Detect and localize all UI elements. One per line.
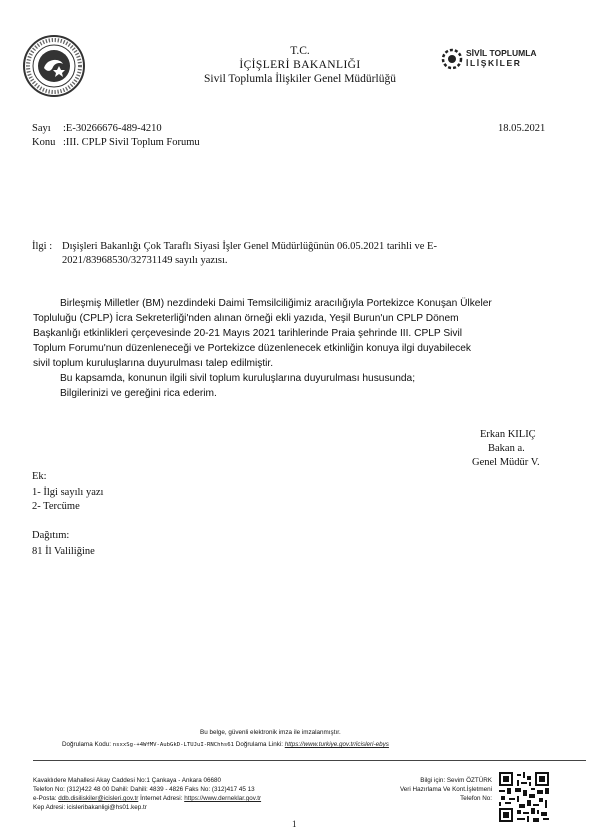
qr-code-icon[interactable] xyxy=(499,772,549,822)
body-line-1: Birleşmiş Milletler (BM) nezdindeki Daimi Temsilciliğimiz aracılığıyla Portekizce Konuşan Ülkeler xyxy=(60,298,492,309)
distribution-label: Dağıtım: xyxy=(32,530,70,541)
civil-society-logo xyxy=(440,47,570,77)
konu-value: :III. CPLP Sivil Toplum Forumu xyxy=(63,137,200,148)
page-number: 1 xyxy=(292,819,297,829)
header-directorate: Sivil Toplumla İlişkiler Genel Müdürlüğü xyxy=(204,73,396,85)
body-line-7: Bilgilerinizi ve gereğini rica ederim. xyxy=(60,388,217,399)
body-line-2: Topluluğu (CPLP) İcra Sekreterliği'nden alınan örneği ekli yazıda, Yeşil Burun'un CPLP Dönem xyxy=(33,313,459,324)
email-label: e-Posta: xyxy=(33,795,57,802)
signatory-name: Erkan KILIÇ xyxy=(480,429,536,440)
info-contact: Bilgi için: Sevim ÖZTÜRK xyxy=(420,777,492,784)
ilgi-line2: 2021/83968530/32731149 sayılı yazısı. xyxy=(62,255,228,266)
footer-divider xyxy=(33,760,586,761)
verification-line xyxy=(62,740,389,750)
footer-phone: Telefon No: (312)422 48 00 Dahili: Dahili: 4839 - 4826 Faks No: (312)417 45 13 xyxy=(33,786,255,793)
document-date: 18.05.2021 xyxy=(498,123,546,134)
web-label: İnternet Adresi: xyxy=(140,795,183,802)
footer-kep: Kep Adresi: icisleribakanligi@hs01.kep.tr xyxy=(33,804,147,811)
logo-line2: İLİŞKİLER xyxy=(466,58,522,68)
footer-address: Kavaklıdere Mahallesi Akay Caddesi No:1 Çankaya - Ankara 06680 xyxy=(33,777,221,784)
verification-code-label: Doğrulama Kodu: xyxy=(62,741,112,748)
ilgi-line1: Dışişleri Bakanlığı Çok Taraflı Siyasi İşler Genel Müdürlüğünün 06.05.2021 tarihli ve E- xyxy=(62,241,437,252)
attachment-item: 2- Tercüme xyxy=(32,501,80,512)
swirl-icon xyxy=(440,47,464,71)
info-role: Veri Hazırlama Ve Kont.İşletmeni xyxy=(399,786,492,793)
info-phone: Telefon No: xyxy=(460,795,492,802)
verification-link-label: Doğrulama Linki: xyxy=(235,741,284,748)
signatory-title-1: Bakan a. xyxy=(488,443,525,454)
signatory-title-2: Genel Müdür V. xyxy=(472,457,540,468)
logo-line1: SİVİL TOPLUMLA xyxy=(466,48,537,58)
distribution-item: 81 İl Valiliğine xyxy=(32,546,95,557)
sayi-label: Sayı xyxy=(32,123,51,134)
header-ministry: İÇİŞLERİ BAKANLIĞI xyxy=(239,59,361,71)
footer-contact xyxy=(33,794,261,803)
verification-code: nsxxSg-+4WfMV-AubGkD-LTUJuI-RNChhs61 xyxy=(112,742,235,748)
e-signature-notice: Bu belge, güvenli elektronik imza ile imzalanmıştır. xyxy=(200,729,341,736)
ministry-seal-icon xyxy=(22,34,86,98)
body-line-3: Başkanlığı etkinlikleri çerçevesinde 20-21 Mayıs 2021 tarihlerinde Praia şehrinde III. CPLP Sivil xyxy=(33,328,463,339)
konu-label: Konu xyxy=(32,137,56,148)
attachment-item: 1- İlgi sayılı yazı xyxy=(32,487,104,498)
sayi-value: :E-30266676-489-4210 xyxy=(63,123,162,134)
body-line-5: sivil toplum kuruluşlarına duyurulması talep edilmiştir. xyxy=(33,358,274,369)
body-line-6: Bu kapsamda, konunun ilgili sivil toplum kuruluşlarına duyurulması hususunda; xyxy=(60,373,416,384)
attachments-label: Ek: xyxy=(32,471,47,482)
email-link[interactable]: ddb.disiliskiler@icisleri.gov.tr xyxy=(58,795,139,802)
verification-link[interactable]: https://www.turkiye.gov.tr/icisleri-ebys xyxy=(284,741,389,748)
ilgi-label: İlgi : xyxy=(32,241,53,252)
body-line-4: Toplum Forumu'nun düzenleneceği ve Portekizce düzenlenecek etkinliğin konuya ilgi duyabilecek xyxy=(33,343,472,354)
header-tc: T.C. xyxy=(290,45,310,57)
web-link[interactable]: https://www.derneklar.gov.tr xyxy=(184,795,262,802)
